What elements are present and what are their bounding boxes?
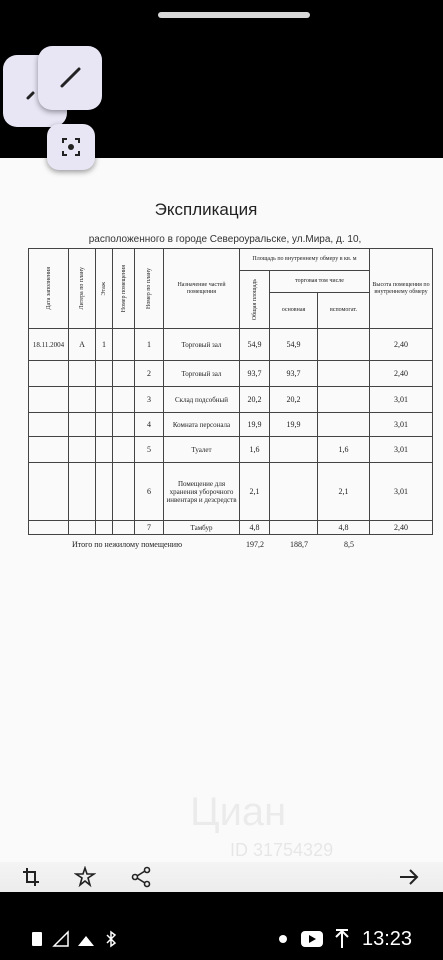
upload-icon bbox=[334, 928, 350, 950]
cell-date bbox=[29, 361, 69, 387]
cell-total: 2,1 bbox=[240, 463, 270, 521]
cell-main bbox=[270, 437, 318, 463]
cell-part-name: Торговый зал bbox=[164, 361, 240, 387]
wifi-icon bbox=[76, 930, 96, 948]
bluetooth-icon bbox=[104, 930, 118, 948]
drag-handle[interactable] bbox=[158, 12, 310, 18]
cell-room-no bbox=[113, 387, 135, 413]
cell-aux: 2,1 bbox=[318, 463, 370, 521]
cell-date bbox=[29, 387, 69, 413]
cell-height: 2,40 bbox=[370, 329, 433, 361]
cell-floor: 1 bbox=[96, 329, 113, 361]
cell-date bbox=[29, 413, 69, 437]
cell-total: 54,9 bbox=[240, 329, 270, 361]
lens-icon bbox=[60, 136, 82, 158]
cell-room-no bbox=[113, 463, 135, 521]
pencil-icon bbox=[57, 65, 83, 91]
cell-letter bbox=[69, 361, 96, 387]
header-letter: Литера по плану bbox=[69, 249, 96, 329]
cell-floor bbox=[96, 387, 113, 413]
status-bar bbox=[0, 920, 443, 960]
cell-height: 3,01 bbox=[370, 413, 433, 437]
cell-total: 20,2 bbox=[240, 387, 270, 413]
share-icon[interactable] bbox=[130, 866, 152, 888]
watermark-id: ID 31754329 bbox=[230, 840, 334, 860]
cell-part-no: 5 bbox=[135, 437, 164, 463]
cell-date bbox=[29, 521, 69, 535]
cell-floor bbox=[96, 437, 113, 463]
header-part-name: Назначение частей помещения bbox=[164, 249, 240, 329]
cell-part-name: Помещение для хранения уборочного инвентаря и дезсредств bbox=[164, 463, 240, 521]
cell-letter bbox=[69, 413, 96, 437]
cell-room-no bbox=[113, 329, 135, 361]
table-row bbox=[29, 361, 433, 387]
cell-room-no bbox=[113, 361, 135, 387]
cell-main bbox=[270, 463, 318, 521]
cell-room-no bbox=[113, 521, 135, 535]
cell-floor bbox=[96, 361, 113, 387]
crop-icon[interactable] bbox=[22, 867, 40, 887]
cell-main: 20,2 bbox=[270, 387, 318, 413]
header-room-no: Номер помещения bbox=[113, 249, 135, 329]
signal-icon bbox=[52, 930, 70, 948]
explication-table bbox=[28, 248, 433, 535]
cell-aux: 4,8 bbox=[318, 521, 370, 535]
cell-room-no bbox=[113, 437, 135, 463]
cell-part-name: Торговый зал bbox=[164, 329, 240, 361]
cell-height: 2,40 bbox=[370, 361, 433, 387]
cell-letter: А bbox=[69, 329, 96, 361]
cell-floor bbox=[96, 521, 113, 535]
cell-total: 4,8 bbox=[240, 521, 270, 535]
status-time: 13:23 bbox=[362, 928, 413, 950]
totals-main: 188,7 bbox=[290, 540, 308, 549]
cell-height: 3,01 bbox=[370, 463, 433, 521]
totals-label: Итого по нежилому помещению bbox=[72, 540, 183, 549]
cell-height: 2,40 bbox=[370, 521, 433, 535]
cell-letter bbox=[69, 437, 96, 463]
cell-main bbox=[270, 521, 318, 535]
cell-total: 93,7 bbox=[240, 361, 270, 387]
cell-letter bbox=[69, 387, 96, 413]
dot-icon bbox=[278, 934, 288, 944]
table-row bbox=[29, 387, 433, 413]
cell-date bbox=[29, 437, 69, 463]
cell-letter bbox=[69, 521, 96, 535]
sim-icon bbox=[30, 930, 44, 948]
watermark-logo: Циан bbox=[190, 790, 287, 834]
cell-part-no: 7 bbox=[135, 521, 164, 535]
cell-floor bbox=[96, 463, 113, 521]
table-row bbox=[29, 463, 433, 521]
edit-toolbar bbox=[0, 862, 443, 892]
cell-part-name: Туалет bbox=[164, 437, 240, 463]
pencil-button[interactable] bbox=[38, 46, 102, 110]
cell-total: 19,9 bbox=[240, 413, 270, 437]
header-floor: Этаж bbox=[96, 249, 113, 329]
cell-part-no: 4 bbox=[135, 413, 164, 437]
document-subtitle: расположенного в городе Североуральске, ул.Мира, д. 10, bbox=[88, 234, 362, 245]
cell-part-name: Комната персонала bbox=[164, 413, 240, 437]
header-date: Дата заполнения bbox=[29, 249, 69, 329]
cell-aux bbox=[318, 329, 370, 361]
cell-part-no: 1 bbox=[135, 329, 164, 361]
cell-main: 54,9 bbox=[270, 329, 318, 361]
table-row bbox=[29, 413, 433, 437]
header-total: Общая площадь bbox=[240, 271, 270, 329]
forward-icon[interactable] bbox=[398, 867, 420, 887]
table-row bbox=[29, 329, 433, 361]
cell-part-no: 2 bbox=[135, 361, 164, 387]
cell-aux bbox=[318, 387, 370, 413]
totals-aux: 8,5 bbox=[344, 540, 354, 549]
cell-part-no: 6 bbox=[135, 463, 164, 521]
cell-aux bbox=[318, 361, 370, 387]
header-height: Высота помещения по внутреннему обмеру bbox=[370, 249, 433, 329]
magic-icon[interactable] bbox=[74, 866, 96, 888]
cell-letter bbox=[69, 463, 96, 521]
youtube-icon bbox=[300, 929, 324, 949]
cell-height: 3,01 bbox=[370, 387, 433, 413]
table-row bbox=[29, 521, 433, 535]
totals-total: 197,2 bbox=[246, 540, 264, 549]
cell-height: 3,01 bbox=[370, 437, 433, 463]
cell-date: 18.11.2004 bbox=[29, 329, 69, 361]
cell-aux bbox=[318, 413, 370, 437]
cell-total: 1,6 bbox=[240, 437, 270, 463]
cell-part-name: Склад подсобный bbox=[164, 387, 240, 413]
header-area-group: Площадь по внутреннему обмеру в кв. м bbox=[240, 249, 370, 271]
cell-main: 93,7 bbox=[270, 361, 318, 387]
cell-aux: 1,6 bbox=[318, 437, 370, 463]
document-title: Экспликация bbox=[154, 200, 258, 219]
table-row bbox=[29, 437, 433, 463]
header-aux: вспомогат. bbox=[318, 293, 370, 329]
cell-floor bbox=[96, 413, 113, 437]
header-part-no: Номер по плану bbox=[135, 249, 164, 329]
cell-part-no: 3 bbox=[135, 387, 164, 413]
cell-room-no bbox=[113, 413, 135, 437]
cell-date bbox=[29, 463, 69, 521]
cell-main: 19,9 bbox=[270, 413, 318, 437]
cell-part-name: Тамбур bbox=[164, 521, 240, 535]
lens-button[interactable] bbox=[47, 124, 95, 170]
header-incl-trade: торговая том числе bbox=[270, 271, 370, 293]
header-main: основная bbox=[270, 293, 318, 329]
